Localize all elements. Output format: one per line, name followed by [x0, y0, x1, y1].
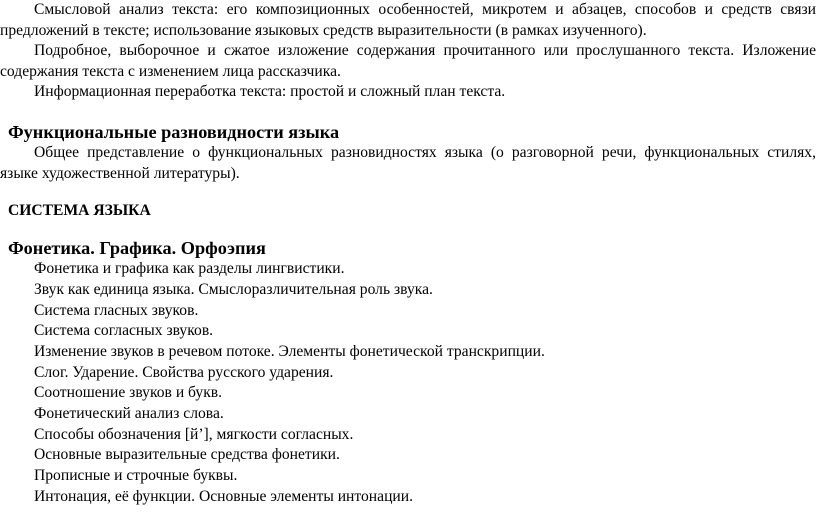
list-item: Интонация, её функции. Основные элементы интонации.: [34, 488, 414, 505]
list-item: Звук как единица языка. Смыслоразличительная роль звука.: [34, 281, 433, 298]
list-item: Прописные и строчные буквы.: [34, 467, 238, 484]
heading-phonetics: Фонетика. Графика. Орфоэпия: [8, 238, 266, 258]
list-item: Изменение звуков в речевом потоке. Элементы фонетической транскрипции.: [34, 343, 545, 360]
list-item: Система гласных звуков.: [34, 302, 199, 319]
list-item: Система согласных звуков.: [34, 322, 214, 339]
paragraph-functional-varieties: Общее представление о функциональных разновидностях языка (о разговорной речи, функциональных стилях, языке художественной литературы).: [0, 144, 816, 182]
paragraph-info-processing: Информационная переработка текста: простой и сложный план текста.: [34, 83, 506, 100]
list-item: Слог. Ударение. Свойства русского ударения.: [34, 364, 334, 381]
list-item: Основные выразительные средства фонетики.: [34, 446, 340, 463]
list-item: Фонетический анализ слова.: [34, 405, 224, 422]
heading-functional-varieties: Функциональные разновидности языка: [8, 122, 340, 142]
heading-language-system: СИСТЕМА ЯЗЫКА: [8, 202, 151, 219]
list-item: Фонетика и графика как разделы лингвистики.: [34, 260, 345, 277]
paragraph-semantic-analysis: Смысловой анализ текста: его композиционных особенностей, микротем и абзацев, способов и средств связи предложений в тексте; использование языковых средств выразительности (в рамках изученного).: [0, 1, 816, 39]
list-item: Соотношение звуков и букв.: [34, 384, 223, 401]
list-item: Способы обозначения [й’], мягкости согласных.: [34, 426, 354, 443]
paragraph-summary: Подробное, выборочное и сжатое изложение содержания прочитанного или прослушанного текста. Изложение содержания текста с изменением лица рассказчика.: [0, 42, 816, 80]
